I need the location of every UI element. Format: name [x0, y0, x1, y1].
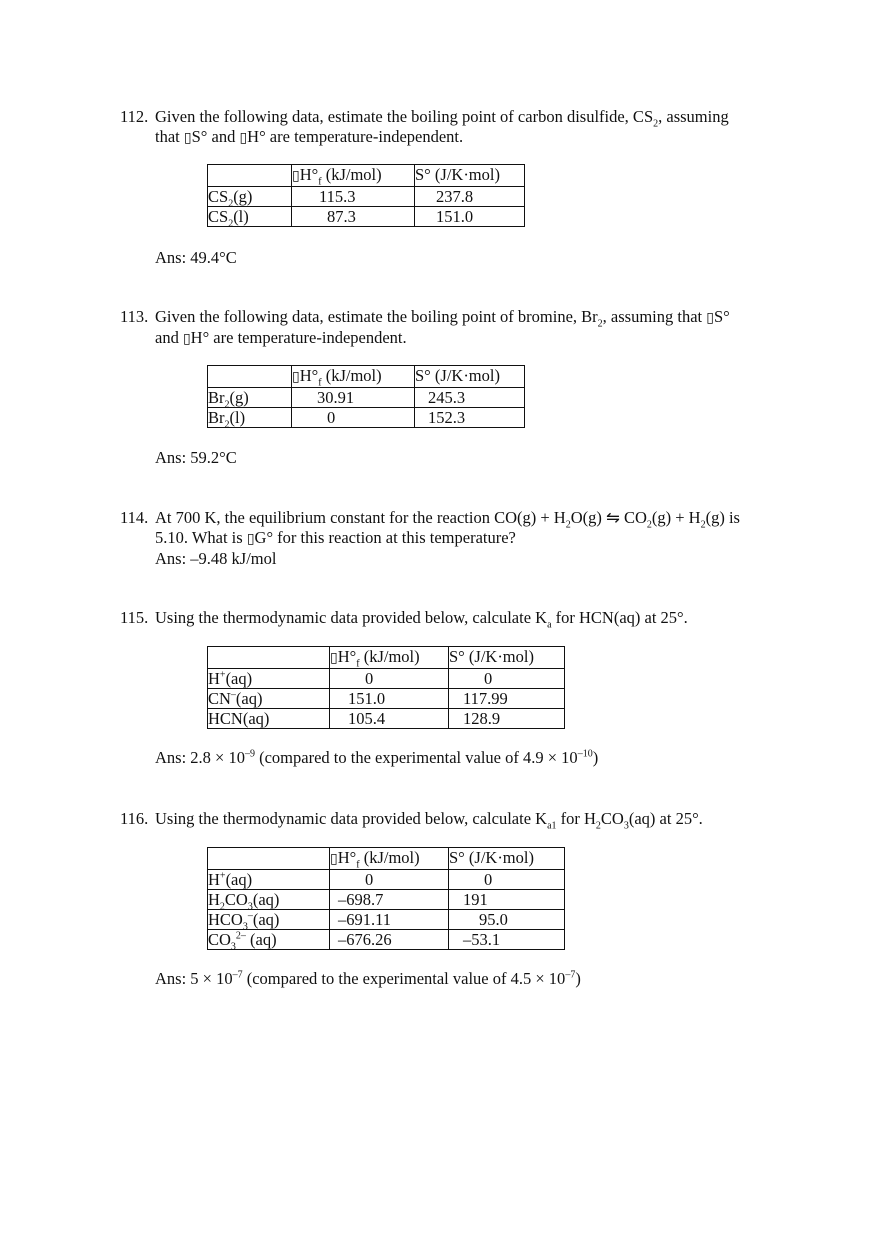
answer: Ans: –9.48 kJ/mol — [155, 549, 277, 568]
species-label: $Br_2(l)$ — [208, 408, 292, 428]
header-blank — [208, 848, 330, 870]
question-text-line-1: At 700 K, the equilibrium constant for the reaction $CO(g) + H_2O(g)$ ⇋ $CO_2(g) + H_2(g)$ is — [155, 508, 740, 531]
equilibrium-arrow-icon: ⇋ — [606, 508, 620, 527]
table-row — [208, 388, 525, 408]
header-enthalpy: $▯H^\circ_f$ (kJ/mol) — [330, 848, 449, 870]
entropy-value: 128.9 — [449, 709, 565, 729]
question-number: 113. — [120, 307, 149, 326]
species-label: $CS_2(g)$ — [208, 187, 292, 207]
species-label: $HCO_3^-(aq)$ — [208, 910, 330, 930]
enthalpy-value: 87.3 — [292, 207, 415, 227]
entropy-value: 0 — [449, 669, 565, 689]
enthalpy-value: –698.7 — [330, 890, 449, 910]
question-115 — [120, 608, 800, 631]
data-table-115 — [207, 646, 565, 729]
missing-glyph-icon: ▯ — [292, 369, 300, 385]
missing-glyph-icon: ▯ — [246, 531, 255, 547]
data-table-113 — [207, 365, 525, 431]
answer: Ans: 49.4°C — [155, 248, 237, 267]
question-text-line-2: 5.10. What is ▯G° for this reaction at this temperature? — [155, 528, 516, 547]
question-number: 116. — [120, 809, 149, 828]
table-row — [208, 408, 525, 428]
table-row — [208, 870, 565, 890]
header-blank — [208, 366, 292, 388]
header-entropy: S° (J/K·mol) — [449, 647, 565, 669]
missing-glyph-icon: ▯ — [706, 310, 714, 326]
species-label: $CS_2(l)$ — [208, 207, 292, 227]
question-text-line-1: Using the thermodynamic data provided below, calculate $K_{a1}$ for $H_2CO_3(aq)$ at 25°. — [155, 809, 703, 832]
species-label: CN–(aq) — [208, 689, 330, 709]
table-row — [208, 930, 565, 950]
header-enthalpy: $▯H^\circ_f$ (kJ/mol) — [330, 647, 449, 669]
enthalpy-value: –691.11 — [330, 910, 449, 930]
missing-glyph-icon: ▯ — [182, 331, 191, 347]
entropy-value: 151.0 — [415, 207, 525, 227]
question-text-line-1: Given the following data, estimate the boiling point of bromine, $Br_2$, assuming that ▯S° — [155, 307, 730, 330]
missing-glyph-icon: ▯ — [183, 130, 192, 146]
question-number: 112. — [120, 107, 149, 126]
entropy-value: 95.0 — [449, 910, 565, 930]
answer: Ans: $5 \times 10^{-7}$ (compared to the experimental value of $4.5 \times 10^{-7}$) — [155, 969, 581, 988]
enthalpy-value: 151.0 — [330, 689, 449, 709]
header-entropy: S° (J/K·mol) — [415, 366, 525, 388]
question-112 — [120, 107, 800, 148]
answer: Ans: $2.8 \times 10^{-9}$ (compared to the experimental value of $4.9 \times 10^{-10}$) — [155, 748, 599, 767]
missing-glyph-icon: ▯ — [330, 851, 338, 867]
entropy-value: 0 — [449, 870, 565, 890]
question-number: 114. — [120, 508, 149, 527]
missing-glyph-icon: ▯ — [292, 168, 300, 184]
table-row — [208, 890, 565, 910]
species-label: HCN(aq) — [208, 709, 330, 729]
question-text-line-1: Given the following data, estimate the boiling point of carbon disulfide, $CS_2$, assuming — [155, 107, 729, 130]
table-row — [208, 910, 565, 930]
entropy-value: –53.1 — [449, 930, 565, 950]
question-text-line-2: and ▯H° are temperature-independent. — [155, 328, 407, 347]
missing-glyph-icon: ▯ — [330, 650, 338, 666]
species-label: H+(aq) — [208, 870, 330, 890]
table-row — [208, 689, 565, 709]
entropy-value: 152.3 — [415, 408, 525, 428]
table-row — [208, 207, 525, 227]
table-row — [208, 669, 565, 689]
header-entropy: S° (J/K·mol) — [415, 165, 525, 187]
question-number: 115. — [120, 608, 149, 627]
species-label: $H_2CO_3(aq)$ — [208, 890, 330, 910]
header-enthalpy: $▯H^\circ_f$ (kJ/mol) — [292, 165, 415, 187]
enthalpy-value: 0 — [330, 870, 449, 890]
question-113 — [120, 307, 800, 349]
data-table-116 — [207, 847, 565, 953]
question-text-line-1: Using the thermodynamic data provided below, calculate $K_a$ for HCN(aq) at 25°. — [155, 608, 688, 631]
species-label: H+(aq) — [208, 669, 330, 689]
table-row — [208, 709, 565, 729]
enthalpy-value: –676.26 — [330, 930, 449, 950]
data-table-112 — [207, 164, 525, 230]
question-text-line-2: that ▯S° and ▯H° are temperature-independent. — [155, 127, 464, 146]
entropy-value: 237.8 — [415, 187, 525, 207]
species-label: $CO_3^{2-}$ (aq) — [208, 930, 330, 950]
missing-glyph-icon: ▯ — [239, 130, 248, 146]
entropy-value: 117.99 — [449, 689, 565, 709]
entropy-value: 191 — [449, 890, 565, 910]
header-entropy: S° (J/K·mol) — [449, 848, 565, 870]
answer: Ans: 59.2°C — [155, 448, 237, 467]
table-row — [208, 187, 525, 207]
enthalpy-value: 115.3 — [292, 187, 415, 207]
header-enthalpy: $▯H^\circ_f$ (kJ/mol) — [292, 366, 415, 388]
species-label: $Br_2(g)$ — [208, 388, 292, 408]
question-116 — [120, 809, 800, 832]
header-blank — [208, 165, 292, 187]
question-114 — [120, 508, 800, 569]
enthalpy-value: 0 — [330, 669, 449, 689]
enthalpy-value: 105.4 — [330, 709, 449, 729]
header-blank — [208, 647, 330, 669]
entropy-value: 245.3 — [415, 388, 525, 408]
enthalpy-value: 30.91 — [292, 388, 415, 408]
enthalpy-value: 0 — [292, 408, 415, 428]
